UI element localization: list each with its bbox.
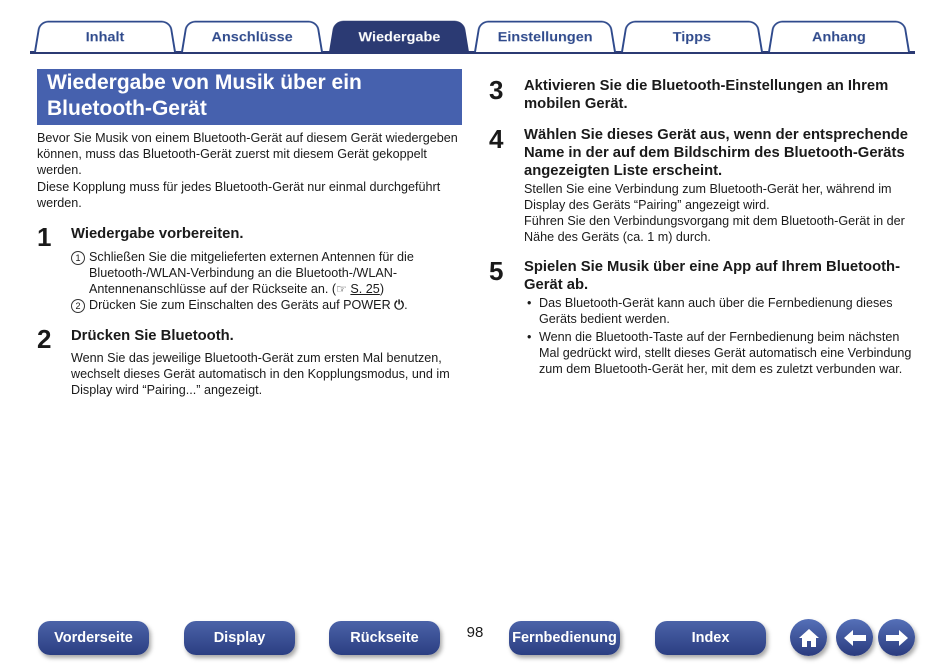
step-2-title: Drücken Sie Bluetooth. <box>71 328 234 344</box>
step-4-body-2: Führen Sie den Verbindungsvorgang mit dem Bluetooth-Gerät in der Nähe des Geräts (ca. 1 m) durch. <box>524 214 905 244</box>
tab-wiedergabe[interactable]: Wiedergabe <box>329 21 469 52</box>
step-5-number: 5 <box>489 256 504 286</box>
step-1-item-2 <box>71 297 461 313</box>
step-3-title: Aktivieren Sie die Bluetooth-Einstellungen an Ihrem mobilen Gerät. <box>524 78 889 112</box>
top-tab-bar <box>30 16 915 54</box>
step-1-item-2-end: . <box>404 298 408 312</box>
tab-tipps[interactable]: Tipps <box>621 21 763 52</box>
page-reference-link[interactable]: S. 25 <box>350 282 380 296</box>
arrow-right-icon <box>884 628 910 648</box>
next-page-button[interactable] <box>878 619 915 656</box>
step-1-item-1-close: ) <box>379 282 385 296</box>
home-button[interactable] <box>790 619 827 656</box>
step-5-bullet-list <box>524 295 914 377</box>
step-3-number: 3 <box>489 75 504 105</box>
section-title <box>37 69 462 125</box>
step-4-body-1: Stellen Sie eine Verbindung zum Bluetooth-Gerät her, während im Display des Geräts “Pairing” angezeigt wird. <box>524 182 892 212</box>
circled-number-2: 2 <box>71 299 85 313</box>
step-4-body <box>524 181 919 245</box>
step-4-number: 4 <box>489 124 504 154</box>
step-4-title: Wählen Sie dieses Gerät aus, wenn der entsprechende Name in der auf dem Bildschirm des Bluetooth-Geräts angezeigten Liste erscheint. <box>524 127 909 179</box>
step-5-title: Spielen Sie Musik über eine App auf Ihrem Bluetooth-Gerät ab. <box>524 259 900 293</box>
step-1-body <box>71 249 461 313</box>
step-1-title: Wiedergabe vorbereiten. <box>71 226 244 242</box>
step-2-body: Wenn Sie das jeweilige Bluetooth-Gerät zum ersten Mal benutzen, wechselt dieses Gerät automatisch in den Kopplungsmodus, und im Display wird “Pairing...” angezeigt. <box>71 351 450 397</box>
tab-anschluesse[interactable]: Anschlüsse <box>181 21 323 52</box>
step-1-number: 1 <box>37 222 52 252</box>
section-title-line1: Wiedergabe von Musik über ein <box>47 71 362 94</box>
back-panel-button[interactable]: Rückseite <box>329 621 440 655</box>
display-button[interactable]: Display <box>184 621 295 655</box>
intro-text <box>37 130 467 211</box>
step-1-item-2-text: Drücken Sie zum Einschalten des Geräts auf POWER <box>89 298 395 312</box>
page-number: 98 <box>466 624 484 641</box>
remote-control-button[interactable]: Fernbedienung <box>509 621 620 655</box>
power-icon: ⏻ <box>394 298 405 312</box>
pointing-hand-icon: ☞ <box>336 282 347 296</box>
step-1-item-1 <box>71 249 461 297</box>
home-icon <box>797 627 821 649</box>
step-5-body <box>524 295 914 379</box>
previous-page-button[interactable] <box>836 619 873 656</box>
index-button[interactable]: Index <box>655 621 766 655</box>
list-item: • Wenn die Bluetooth-Taste auf der Fernbedienung beim nächsten Mal gedrückt wird, stellt dieses Gerät automatisch eine Verbindung zum dem Bluetooth-Gerät her, mit dem es zuletzt verbunden war. <box>524 329 914 377</box>
tab-einstellungen[interactable]: Einstellungen <box>474 21 616 52</box>
list-item: • Das Bluetooth-Gerät kann auch über die Fernbedienung dieses Geräts bedient werden. <box>524 295 914 327</box>
step-1-item-1-text: Schließen Sie die mitgelieferten externen Antennen für die Bluetooth-/WLAN-Verbindung an die Bluetooth-/WLAN-Antennenanschlüsse auf der Rückseite an. ( <box>89 250 414 296</box>
intro-paragraph-2: Diese Kopplung muss für jedes Bluetooth-Gerät nur einmal durchgeführt werden. <box>37 179 441 210</box>
section-title-line2: Bluetooth-Gerät <box>47 97 207 120</box>
intro-paragraph-1: Bevor Sie Musik von einem Bluetooth-Gerät auf diesem Gerät wiedergeben können, muss das Bluetooth-Gerät zuerst mit diesem Gerät gekoppelt werden. <box>37 131 458 178</box>
circled-number-1: 1 <box>71 251 85 265</box>
step-2-number: 2 <box>37 324 52 354</box>
front-button[interactable]: Vorderseite <box>38 621 149 655</box>
arrow-left-icon <box>842 628 868 648</box>
tab-inhalt[interactable]: Inhalt <box>34 21 176 52</box>
tab-anhang[interactable]: Anhang <box>768 21 910 52</box>
